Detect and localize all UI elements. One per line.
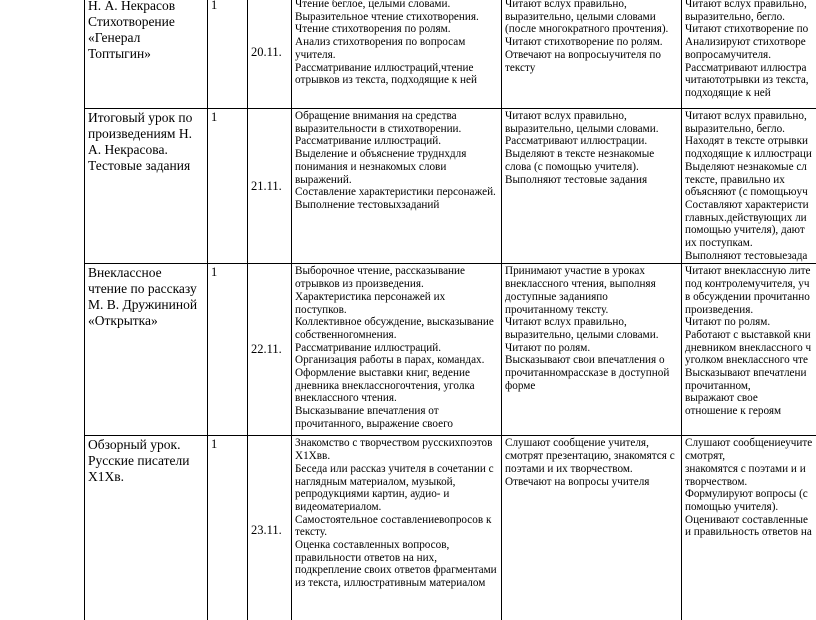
table-row <box>85 0 816 109</box>
group1-activity: Слушают сообщение учителя, смотрят презентацию, знакомятся с поэтами и их творчеством. Отвечают на вопросы учителя <box>502 436 682 620</box>
group2-activity: Читают вслух правильно, выразительно, бегло. Находят в тексте отрывки подходящие к иллюстраци Выделяют незнакомые сл тексте, правильно их объясняют (с помощьюуч Составляют характеристи главных.действующих ли помощью учителя), дают их поступкам. Выполняют тестовыезада <box>682 109 816 264</box>
lesson-plan-table <box>84 0 816 620</box>
table-row <box>85 436 816 620</box>
lesson-hours: 1 <box>208 264 248 436</box>
lesson-topic: Внеклассное чтение по рассказу М. В. Дружининой «Открытка» <box>85 264 208 436</box>
lesson-hours: 1 <box>208 109 248 264</box>
group2-activity: Читают вслух правильно, выразительно, бегло. Читают стихотворение по Анализируют стихотворе вопросамучителя. Рассматривают иллюстра читаютотрывки из текста, подходящие к ней <box>682 0 816 109</box>
lesson-topic: Н. А. Некрасов Стихотворение «Генерал Топтыгин» <box>85 0 208 109</box>
group1-activity: Читают вслух правильно, выразительно, целыми словами (после многократного прочтения). Читают стихотворение по ролям. Отвечают на вопросыучителя по тексту <box>502 0 682 109</box>
group2-activity: Слушают сообщениеучите смотрят, знакомятся с поэтами и и творчеством. Формулируют вопросы (с помощью учителя). Оценивают составленные и правильность ответов на <box>682 436 816 620</box>
table-row <box>85 264 816 436</box>
lesson-date: 20.11. <box>248 0 292 109</box>
table-row <box>85 109 816 264</box>
lesson-hours: 1 <box>208 0 248 109</box>
group1-activity: Читают вслух правильно, выразительно, целыми словами. Рассматривают иллюстрации. Выделяют в тексте незнакомые слова (с помощью учителя). Выполняют тестовые задания <box>502 109 682 264</box>
lesson-activity: Знакомство с творчеством русскихпоэтов Х1Хвв. Беседа или рассказ учителя в сочетании с наглядным материалом, музыкой, репродукциями картин, аудио- и видеоматериалом. Самостоятельное составлениевопросов к тексту. Оценка составленных вопросов, правильности ответов на них, подкрепление своих ответов фрагментами из текста, иллюстративным материалом <box>292 436 502 620</box>
lesson-hours: 1 <box>208 436 248 620</box>
group1-activity: Принимают участие в уроках внеклассного чтения, выполняя доступные заданияпо прочитанному тексту. Читают вслух правильно, выразительно, целыми словами. Читают по ролям. Высказывают свои впечатления о прочитанномрассказе в доступной форме <box>502 264 682 436</box>
lesson-topic: Обзорный урок. Русские писатели Х1Хв. <box>85 436 208 620</box>
lesson-activity: Выборочное чтение, рассказывание отрывков из произведения. Характеристика персонажей их поступков. Коллективное обсуждение, высказывание собственногомнения. Рассматривание иллюстраций. Организация работы в парах, командах. Оформление выставки книг, ведение дневника внеклассногочтения, уголка внеклассного чтения. Высказывание впечатления от прочитанного, выражение своего <box>292 264 502 436</box>
lesson-date: 22.11. <box>248 264 292 436</box>
lesson-topic: Итоговый урок по произведениям Н. А. Некрасова. Тестовые задания <box>85 109 208 264</box>
lesson-date: 21.11. <box>248 109 292 264</box>
lesson-activity: Обращение внимания на средства выразительности в стихотворении. Рассматривание иллюстраций. Выделение и объяснение труднхдля понимания и незнакомых слови выражений. Составление характеристики персонажей. Выполнение тестовыхзаданий <box>292 109 502 264</box>
group2-activity: Читают внеклассную лите под контролемучителя, уч в обсуждении прочитанно произведения. Читают по ролям. Работают с выставкой кни дневником внеклассного ч уголком внеклассного чте Высказывают впечатлени прочитанном, выражают свое отношение к героям <box>682 264 816 436</box>
lesson-date: 23.11. <box>248 436 292 620</box>
lesson-activity: Чтение беглое, целыми словами. Выразительное чтение стихотворения. Чтение стихотворения по ролям. Анализ стихотворения по вопросам учителя. Рассматривание иллюстраций,чтение отрывков из текста, подходящие к ней <box>292 0 502 109</box>
